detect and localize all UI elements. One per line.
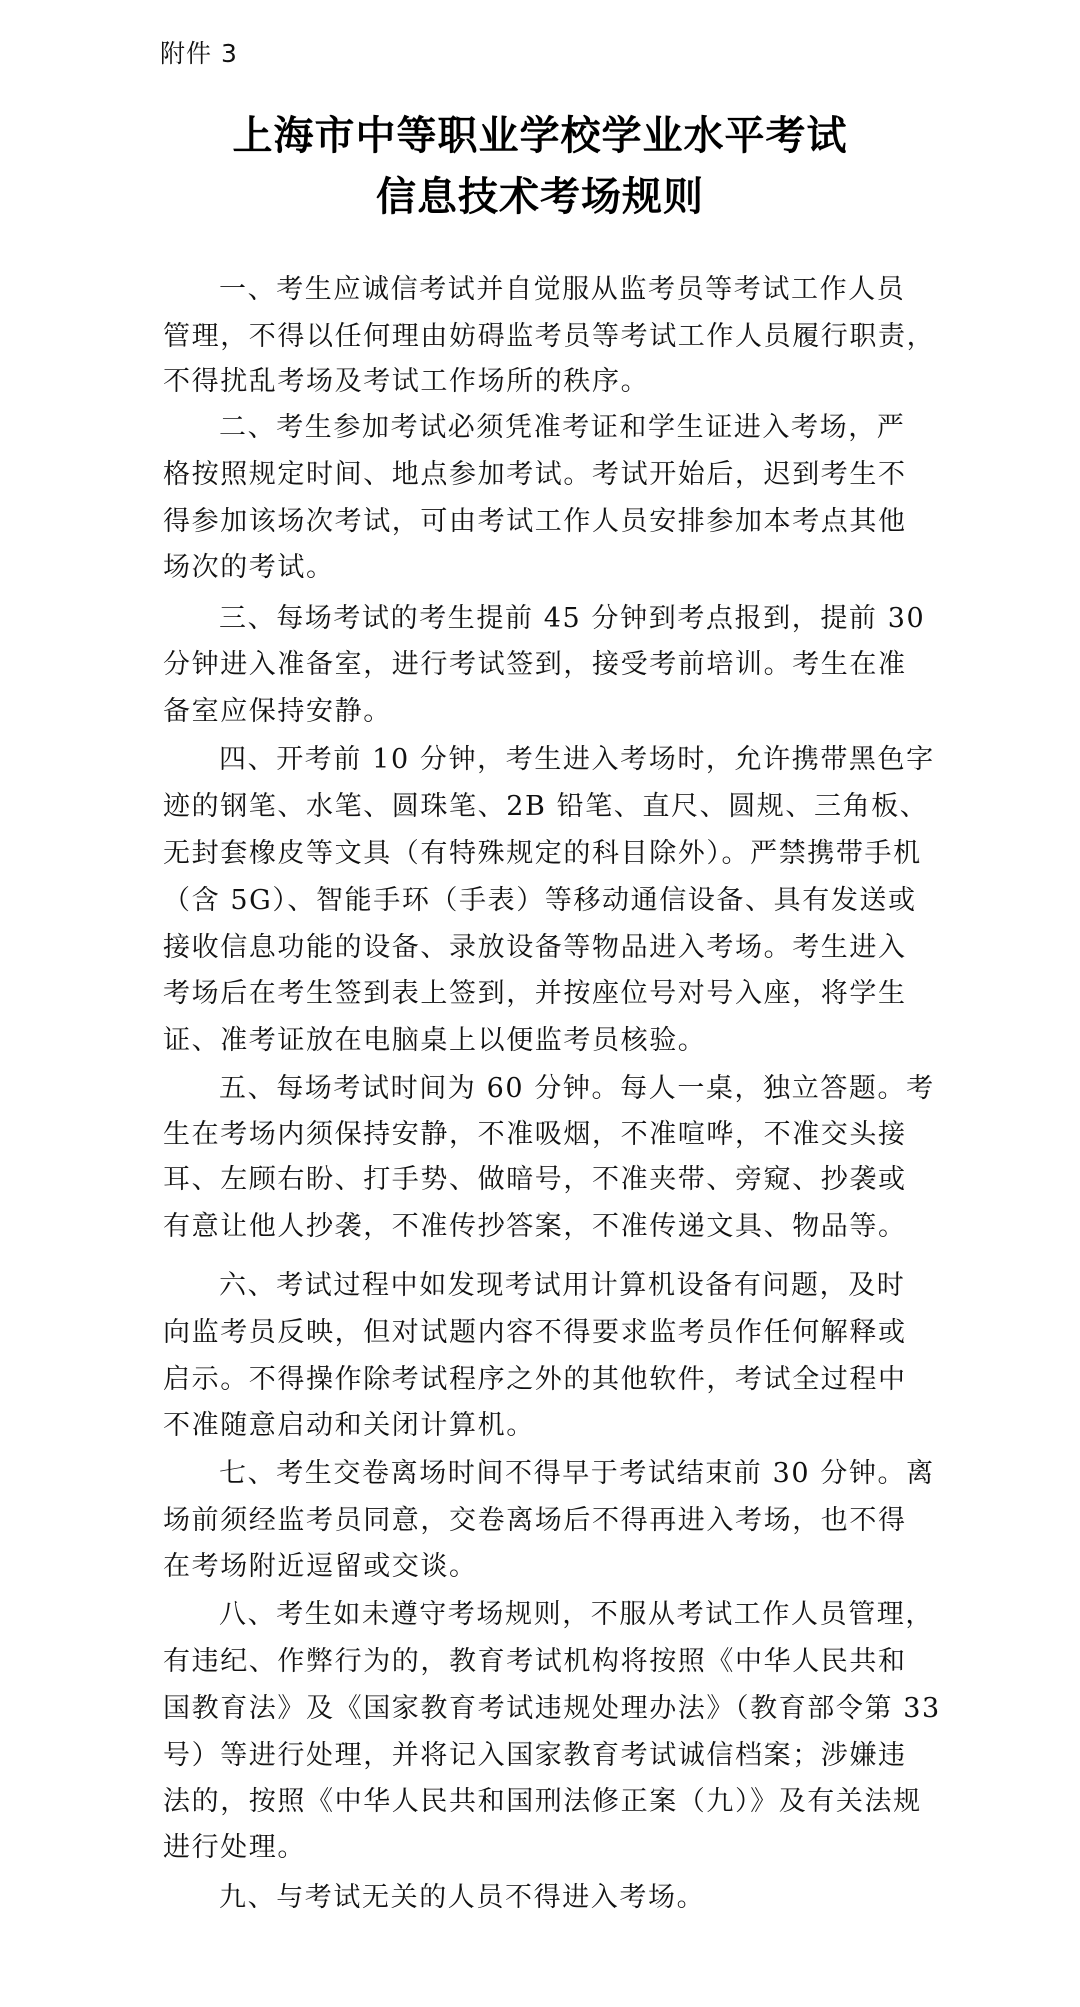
rule-line: 二、考生参加考试必须凭准考证和学生证进入考场，严 — [219, 412, 906, 443]
rule-line: 不得扰乱考场及考试工作场所的秩序。 — [163, 366, 650, 397]
rule-line: 在考场附近逗留或交谈。 — [163, 1551, 478, 1582]
rule-line: 一、考生应诚信考试并自觉服从监考员等考试工作人员 — [219, 274, 906, 305]
rule-line: 进行处理。 — [163, 1832, 306, 1863]
rule-line: 考场后在考生签到表上签到，并按座位号对号入座，将学生 — [163, 978, 907, 1009]
rule-line: 证、准考证放在电脑桌上以便监考员核验。 — [163, 1025, 707, 1056]
rule-line: 五、每场考试时间为 60 分钟。每人一桌，独立答题。考 — [219, 1073, 935, 1104]
rule-line: 六、考试过程中如发现考试用计算机设备有问题，及时 — [219, 1270, 906, 1301]
rule-line: 管理，不得以任何理由妨碍监考员等考试工作人员履行职责， — [163, 321, 936, 352]
rule-line: 八、考生如未遵守考场规则，不服从考试工作人员管理， — [219, 1599, 934, 1630]
rule-line: 生在考场内须保持安静，不准吸烟，不准喧哗，不准交头接 — [163, 1119, 907, 1150]
rule-line: 七、考生交卷离场时间不得早于考试结束前 30 分钟。离 — [219, 1458, 935, 1489]
rule-line: 有违纪、作弊行为的，教育考试机构将按照《中华人民共和 — [163, 1646, 907, 1677]
rule-line: 格按照规定时间、地点参加考试。考试开始后，迟到考生不 — [163, 459, 907, 490]
title-line-1: 上海市中等职业学校学业水平考试 — [232, 112, 848, 159]
rule-line: 无封套橡皮等文具（有特殊规定的科目除外）。严禁携带手机 — [163, 838, 922, 869]
rule-line: 九、与考试无关的人员不得进入考场。 — [219, 1882, 706, 1913]
rule-line: 得参加该场次考试，可由考试工作人员安排参加本考点其他 — [163, 506, 907, 537]
rule-line: 向监考员反映，但对试题内容不得要求监考员作任何解释或 — [163, 1317, 907, 1348]
rule-line: 不准随意启动和关闭计算机。 — [163, 1410, 535, 1441]
rule-line: 场次的考试。 — [163, 552, 335, 583]
rule-line: 号）等进行处理，并将记入国家教育考试诚信档案；涉嫌违 — [163, 1740, 907, 1771]
rule-line: （含 5G）、智能手环（手表）等移动通信设备、具有发送或 — [163, 885, 917, 916]
attachment-label: 附件 3 — [160, 39, 238, 68]
rule-line: 迹的钢笔、水笔、圆珠笔、2B 铅笔、直尺、圆规、三角板、 — [163, 791, 929, 822]
rule-line: 接收信息功能的设备、录放设备等物品进入考场。考生进入 — [163, 932, 907, 963]
rule-line: 三、每场考试的考生提前 45 分钟到考点报到，提前 30 — [219, 603, 926, 634]
rule-line: 备室应保持安静。 — [163, 696, 392, 727]
rule-line: 场前须经监考员同意，交卷离场后不得再进入考场，也不得 — [163, 1505, 907, 1536]
rule-line: 启示。不得操作除考试程序之外的其他软件，考试全过程中 — [163, 1364, 907, 1395]
rule-line: 国教育法》及《国家教育考试违规处理办法》（教育部令第 33 — [163, 1693, 941, 1724]
rule-line: 四、开考前 10 分钟，考生进入考场时，允许携带黑色字 — [219, 744, 935, 775]
rule-line: 法的，按照《中华人民共和国刑法修正案（九）》及有关法规 — [163, 1786, 922, 1817]
rule-line: 分钟进入准备室，进行考试签到，接受考前培训。考生在准 — [163, 649, 907, 680]
rule-line: 耳、左顾右盼、打手势、做暗号，不准夹带、旁窥、抄袭或 — [163, 1164, 907, 1195]
title-line-2: 信息技术考场规则 — [376, 173, 704, 220]
rule-line: 有意让他人抄袭，不准传抄答案，不准传递文具、物品等。 — [163, 1211, 907, 1242]
